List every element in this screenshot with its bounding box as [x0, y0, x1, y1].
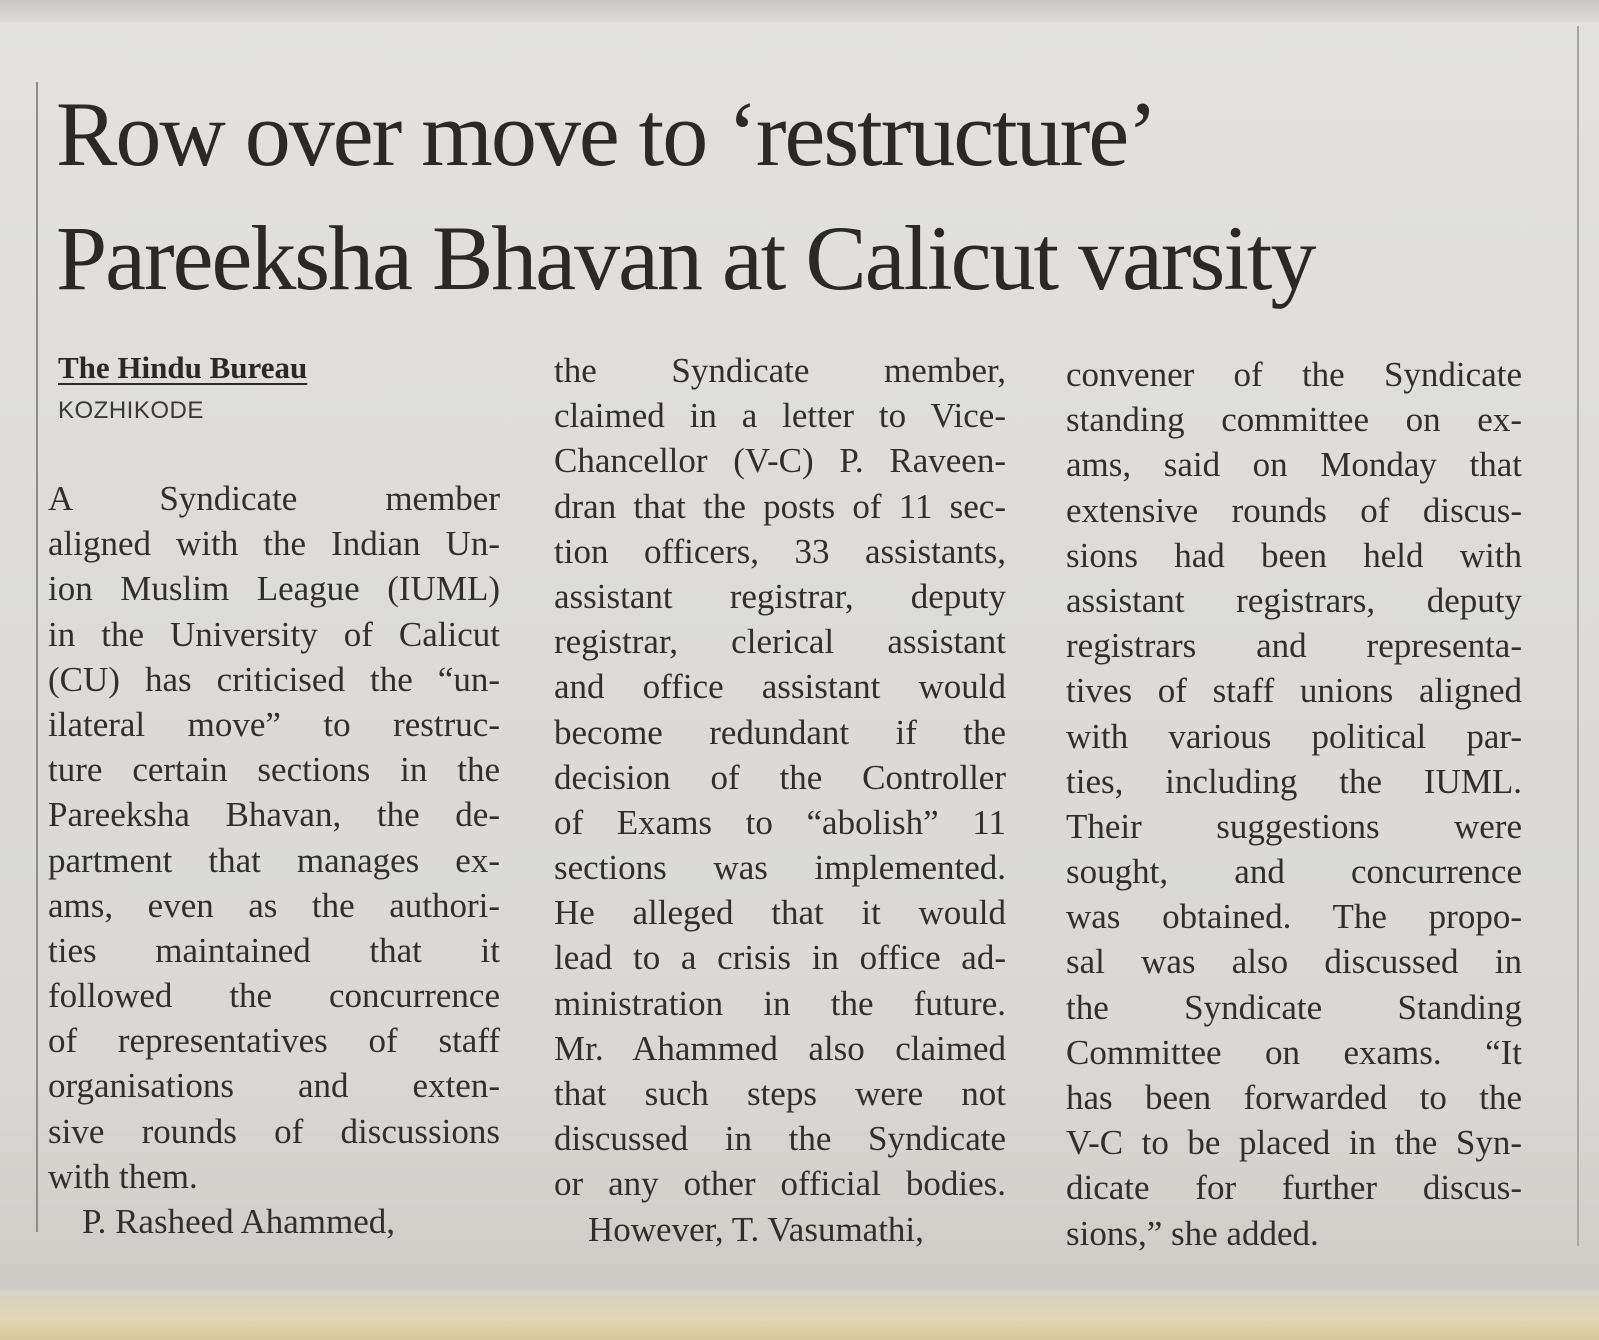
text-line: ams, said on Monday that [1066, 445, 1522, 485]
text-line: convener of the Syndicate [1066, 355, 1522, 394]
text-line: claimed in a letter to Vice- [554, 396, 1006, 436]
text-line: tion officers, 33 assistants, [554, 531, 1006, 571]
text-line: sions had been held with [1066, 535, 1522, 575]
text-line: He alleged that it would [554, 893, 1006, 933]
text-line: assistant registrars, deputy [1066, 580, 1522, 620]
adjacent-page-strip [0, 1290, 1599, 1340]
text-line: dicate for further discus- [1066, 1168, 1522, 1208]
text-line: sions,” she added. [1066, 1213, 1319, 1253]
text-line: the Syndicate Standing [1066, 987, 1522, 1027]
text-line: become redundant if the [554, 712, 1006, 752]
text-line: in the University of Calicut [48, 614, 500, 654]
article-column-1 [48, 476, 500, 1244]
paper-fold-edge [0, 0, 1599, 22]
dateline: KOZHIKODE [58, 397, 204, 424]
text-line: organisations and exten- [48, 1066, 500, 1106]
byline: The Hindu Bureau [58, 350, 308, 385]
text-line: lead to a crisis in office ad- [554, 938, 1006, 978]
left-column-rule [36, 82, 38, 1232]
text-line: P. Rasheed Ahammed, [82, 1202, 396, 1241]
text-line: sought, and concurrence [1066, 852, 1522, 892]
text-line: ties, including the IUML. [1066, 761, 1522, 801]
text-line: Mr. Ahammed also claimed [554, 1028, 1006, 1068]
text-line: standing committee on ex- [1066, 400, 1522, 440]
text-line: V-C to be placed in the Syn- [1066, 1123, 1522, 1163]
text-line: Committee on exams. “It [1066, 1032, 1522, 1072]
text-line: of Exams to “abolish” 11 [554, 802, 1006, 842]
text-line: or any other official bodies. [554, 1164, 1006, 1204]
article-column-3 [1066, 352, 1522, 1256]
text-line: ilateral move” to restruc- [48, 704, 500, 744]
text-line: ture certain sections in the [48, 750, 500, 790]
text-line: followed the concurrence [48, 976, 500, 1016]
article-column-2 [554, 348, 1006, 1252]
headline-line-1: Row over move to ‘restructure’ [56, 83, 1156, 185]
text-line: extensive rounds of discus- [1066, 490, 1522, 530]
text-line: has been forwarded to the [1066, 1078, 1522, 1117]
text-line: decision of the Controller [554, 757, 1006, 797]
text-line: ion Muslim League (IUML) [48, 569, 500, 609]
text-line: with various political par- [1066, 716, 1522, 756]
text-line: of representatives of staff [48, 1021, 500, 1061]
right-column-rule [1577, 26, 1579, 1246]
text-line: sal was also discussed in [1066, 942, 1522, 982]
headline-line-2: Pareeksha Bhavan at Calicut varsity [56, 207, 1315, 309]
text-line: registrar, clerical assistant [554, 622, 1006, 662]
text-line: sections was implemented. [554, 848, 1006, 888]
text-line: Their suggestions were [1066, 806, 1522, 846]
text-line: Pareeksha Bhavan, the de- [48, 795, 500, 835]
text-line: and office assistant would [554, 667, 1006, 707]
text-line: registrars and representa- [1066, 626, 1522, 666]
text-line: partment that manages ex- [48, 840, 500, 880]
text-line: with them. [48, 1156, 198, 1196]
text-line: ties maintained that it [48, 930, 500, 970]
text-line: dran that the posts of 11 sec- [554, 486, 1006, 526]
text-line: aligned with the Indian Un- [48, 524, 500, 564]
text-line: A Syndicate member [48, 479, 500, 518]
text-line: ministration in the future. [554, 983, 1006, 1023]
text-line: that such steps were not [554, 1074, 1006, 1113]
text-line: However, T. Vasumathi, [588, 1209, 924, 1249]
text-line: (CU) has criticised the “un- [48, 659, 500, 699]
text-line: Chancellor (V-C) P. Raveen- [554, 441, 1006, 481]
text-line: assistant registrar, deputy [554, 576, 1006, 616]
text-line: sive rounds of discussions [48, 1111, 500, 1151]
text-line: the Syndicate member, [554, 351, 1006, 390]
text-line: discussed in the Syndicate [554, 1119, 1006, 1159]
text-line: ams, even as the authori- [48, 885, 500, 925]
text-line: was obtained. The propo- [1066, 897, 1522, 937]
text-line: tives of staff unions aligned [1066, 671, 1522, 711]
headline [56, 72, 1556, 320]
